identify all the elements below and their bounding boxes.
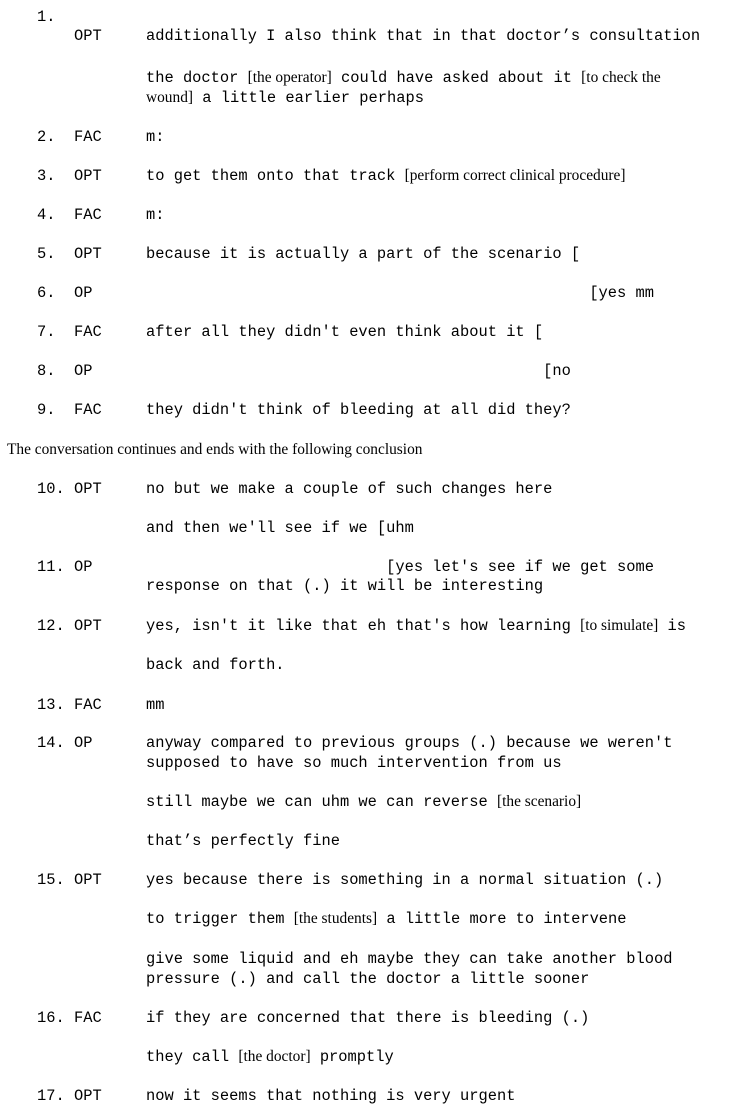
turn-number: 13. [37, 696, 65, 714]
utterance-segment: no but we make a couple of such changes here [146, 480, 553, 498]
utterance [146, 128, 164, 146]
utterance-segment: promptly [310, 1048, 394, 1066]
speaker-label: FAC [74, 696, 102, 714]
utterance [146, 793, 581, 811]
utterance-segment: because it is actually a part of the scenario [ [146, 245, 581, 263]
utterance-segment: mm [146, 696, 165, 714]
transcript-line [0, 910, 755, 928]
transcript-line [0, 69, 755, 87]
utterance-segment: a little more to intervene [377, 910, 627, 928]
transcript-line [0, 480, 755, 498]
utterance-segment: still maybe we can uhm we can reverse [146, 793, 497, 811]
utterance-segment: back and forth. [146, 656, 285, 674]
utterance-segment: could have asked about it [331, 69, 582, 87]
turn-number: 12. [37, 617, 65, 635]
transcript-line [0, 617, 755, 635]
utterance-segment: give some liquid and eh maybe they can take another blood [146, 950, 673, 968]
turn-number: 7. [37, 323, 56, 341]
editorial-gloss: [the scenario] [496, 793, 582, 810]
transcript-line [0, 950, 755, 968]
utterance [146, 284, 654, 302]
narrative-note [0, 441, 755, 459]
utterance-segment: after all they didn't even think about it [ [146, 323, 544, 341]
utterance [146, 734, 672, 752]
utterance-segment: and then we'll see if we [uhm [146, 519, 414, 537]
utterance [146, 362, 571, 380]
speaker-label: OP [74, 558, 93, 576]
utterance [146, 27, 700, 45]
speaker-label: FAC [74, 1009, 102, 1027]
utterance [146, 206, 164, 224]
utterance-segment: to trigger them [146, 910, 294, 928]
utterance-segment: additionally I also think that in that doctor’s consultation [146, 27, 701, 45]
speaker-label: OP [74, 362, 93, 380]
transcript-line [0, 245, 755, 263]
speaker-label: OPT [74, 167, 102, 185]
utterance [146, 519, 414, 537]
utterance [146, 950, 672, 968]
editorial-gloss: [perform correct clinical procedure] [404, 167, 626, 184]
transcript-line [0, 1087, 755, 1105]
utterance [146, 754, 562, 772]
transcript-line [0, 284, 755, 302]
utterance [146, 89, 424, 107]
transcript-line [0, 696, 755, 714]
speaker-label: FAC [74, 206, 102, 224]
transcript-line [0, 793, 755, 811]
editorial-gloss: [the operator] [247, 69, 332, 86]
transcript-line [0, 167, 755, 185]
editorial-gloss: [to check the [581, 69, 661, 86]
utterance-segment: they didn't think of bleeding at all did they? [146, 401, 571, 419]
utterance [146, 1048, 394, 1066]
utterance-segment: is [658, 617, 687, 635]
utterance [146, 696, 164, 714]
utterance [146, 970, 589, 988]
editorial-gloss: [the students] [293, 910, 378, 927]
utterance [146, 1087, 515, 1105]
transcript-line [0, 206, 755, 224]
transcript-line [0, 362, 755, 380]
utterance-segment: a little earlier perhaps [193, 89, 424, 107]
utterance-segment: [yes let's see if we get some [146, 558, 654, 576]
utterance [146, 480, 552, 498]
transcript-line [0, 970, 755, 988]
turn-number: 16. [37, 1009, 65, 1027]
utterance-segment: now it seems that nothing is very urgent [146, 1087, 516, 1105]
utterance [146, 656, 285, 674]
turn-number: 4. [37, 206, 56, 224]
transcript-line [0, 89, 755, 107]
speaker-label: FAC [74, 401, 102, 419]
note-text: The conversation continues and ends with the following conclusion [7, 441, 423, 458]
utterance [146, 558, 654, 576]
editorial-gloss: [the doctor] [238, 1048, 311, 1065]
utterance-segment: they call [146, 1048, 239, 1066]
utterance-segment: to get them onto that track [146, 167, 405, 185]
utterance [146, 910, 627, 928]
utterance [146, 167, 626, 185]
turn-number: 17. [37, 1087, 65, 1105]
utterance [146, 401, 571, 419]
turn-number: 10. [37, 480, 65, 498]
editorial-gloss: [to simulate] [580, 617, 659, 634]
utterance-segment: the doctor [146, 69, 248, 87]
utterance [146, 245, 580, 263]
transcript-line [0, 734, 755, 752]
transcript-line [0, 871, 755, 889]
speaker-label: FAC [74, 323, 102, 341]
speaker-label: OP [74, 734, 93, 752]
turn-number: 2. [37, 128, 56, 146]
utterance-segment: if they are concerned that there is bleeding (.) [146, 1009, 590, 1027]
editorial-gloss: wound] [146, 89, 194, 106]
utterance-segment: m: [146, 206, 165, 224]
turn-number: 11. [37, 558, 65, 576]
transcript-line [0, 656, 755, 674]
utterance-segment: response on that (.) it will be interesting [146, 577, 544, 595]
utterance-segment: that’s perfectly fine [146, 832, 340, 850]
utterance [146, 871, 663, 889]
transcript-line [0, 8, 755, 26]
speaker-label: FAC [74, 128, 102, 146]
utterance-segment: [yes mm [146, 284, 654, 302]
turn-number: 8. [37, 362, 56, 380]
utterance-segment: pressure (.) and call the doctor a little sooner [146, 970, 590, 988]
utterance-segment: supposed to have so much intervention from us [146, 754, 562, 772]
speaker-label: OPT [74, 871, 102, 889]
speaker-label: OPT [74, 1087, 102, 1105]
turn-number: 6. [37, 284, 56, 302]
transcript-line [0, 1009, 755, 1027]
transcript-line [0, 832, 755, 850]
transcript-line [0, 401, 755, 419]
utterance [146, 1009, 589, 1027]
utterance-segment: yes, isn't it like that eh that's how learning [146, 617, 581, 635]
transcript-line [0, 323, 755, 341]
turn-number: 9. [37, 401, 56, 419]
transcript-line [0, 519, 755, 537]
utterance [146, 69, 661, 87]
utterance-segment: m: [146, 128, 165, 146]
transcript-line [0, 27, 755, 45]
turn-number: 14. [37, 734, 65, 752]
speaker-label: OP [74, 284, 93, 302]
turn-number: 15. [37, 871, 65, 889]
utterance [146, 577, 543, 595]
speaker-label: OPT [74, 617, 102, 635]
utterance-segment: yes because there is something in a normal situation (.) [146, 871, 664, 889]
speaker-label: OPT [74, 27, 102, 45]
utterance [146, 617, 686, 635]
turn-number: 5. [37, 245, 56, 263]
utterance [146, 832, 340, 850]
transcript-line [0, 577, 755, 595]
utterance [146, 323, 543, 341]
utterance-segment: anyway compared to previous groups (.) because we weren't [146, 734, 673, 752]
turn-number: 1. [37, 8, 56, 26]
turn-number: 3. [37, 167, 56, 185]
transcript-line [0, 558, 755, 576]
speaker-label: OPT [74, 480, 102, 498]
transcript-line [0, 1048, 755, 1066]
transcript-line [0, 128, 755, 146]
transcript-line [0, 754, 755, 772]
speaker-label: OPT [74, 245, 102, 263]
utterance-segment: [no [146, 362, 571, 380]
